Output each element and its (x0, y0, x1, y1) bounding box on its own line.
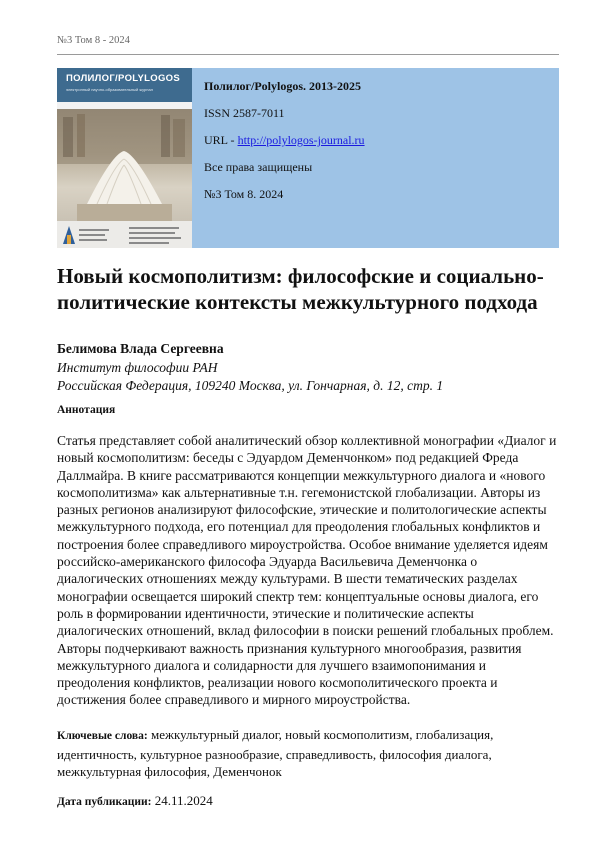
author-name: Белимова Влада Сергеевна (57, 341, 224, 356)
journal-issn: ISSN 2587-7011 (204, 106, 285, 120)
abstract-label: Аннотация (57, 404, 116, 416)
cover-logo: ПОЛИЛОГ/POLYLOGOS (66, 73, 180, 84)
cover-publisher-footer (57, 221, 192, 248)
journal-issue: №3 Том 8. 2024 (204, 187, 284, 201)
author-institution: Институт философии РАН (57, 360, 218, 375)
pubdate-label: Дата публикации: (57, 796, 152, 808)
open-book-illustration (57, 109, 192, 221)
author-address: Российская Федерация, 109240 Москва, ул. Гончарная, д. 12, стр. 1 (57, 378, 444, 393)
keywords-text: межкультурный диалог, новый космополитизм, глобализация, идентичность, культурное разнообразие, справедливость, философия диалога, межкультурная философия, Деменчонок (57, 727, 494, 779)
keywords-label: Ключевые слова: (57, 730, 148, 742)
page-header-issue: №3 Том 8 - 2024 (57, 35, 130, 46)
pubdate-value: 24.11.2024 (154, 793, 213, 808)
journal-rights: Все права защищены (204, 160, 313, 174)
abstract-text: Статья представляет собой аналитический обзор коллективной монографии «Диалог и новый космополитизм: беседы с Эдуардом Деменчонком» под редакцией Фреда Даллмайра. В книге рассматриваются концепции межкультурного диалога и «нового космополитизма» как альтернативные т.н. гегемонистской глобализации. Авторы из разных регионов анализируют философские, этические и политологические аспекты межкультурного подхода, его потенциал для преодоления глобальных конфликтов и построения более справедливого мироустройства. Особое внимание уделяется идеям российско-американского философа Эдуарда Васильевича Деменчонка о диалогических отношениях между культурами. В шести тематических разделах монографии освещается широкий спектр тем: концептуальные основы диалога, его роль в формировании идентичности, этические и политические аспекты диалогических отношений, вклад философии в поиски решений глобальных проблем. Авторы подчеркивают важность признания культурного многообразия, развития межкультурного диалога и солидарности для лучшего взаимопонимания и преодоления конфликтов, реализации нового космополитического проекта и достижения более справедливого и мирного мироустройства. (57, 433, 557, 708)
journal-url-label: URL - (204, 133, 238, 147)
keywords (57, 726, 559, 781)
journal-cover (57, 68, 192, 248)
journal-url-line (204, 134, 365, 146)
article-title: Новый космополитизм: философские и социально-политические контексты межкультурного подхода (57, 264, 544, 314)
cover-book-image (57, 109, 192, 221)
header-divider (57, 54, 559, 55)
journal-url-link[interactable]: http://polylogos-journal.ru (237, 133, 365, 147)
publisher-logo-icon (57, 221, 192, 248)
journal-name: Полилог/Polylogos. 2013-2025 (204, 79, 362, 93)
cover-subtitle: электронный научно-образовательный журнал (66, 87, 154, 92)
publication-date (57, 793, 213, 809)
journal-info-block (57, 68, 559, 248)
cover-strip (57, 102, 192, 109)
